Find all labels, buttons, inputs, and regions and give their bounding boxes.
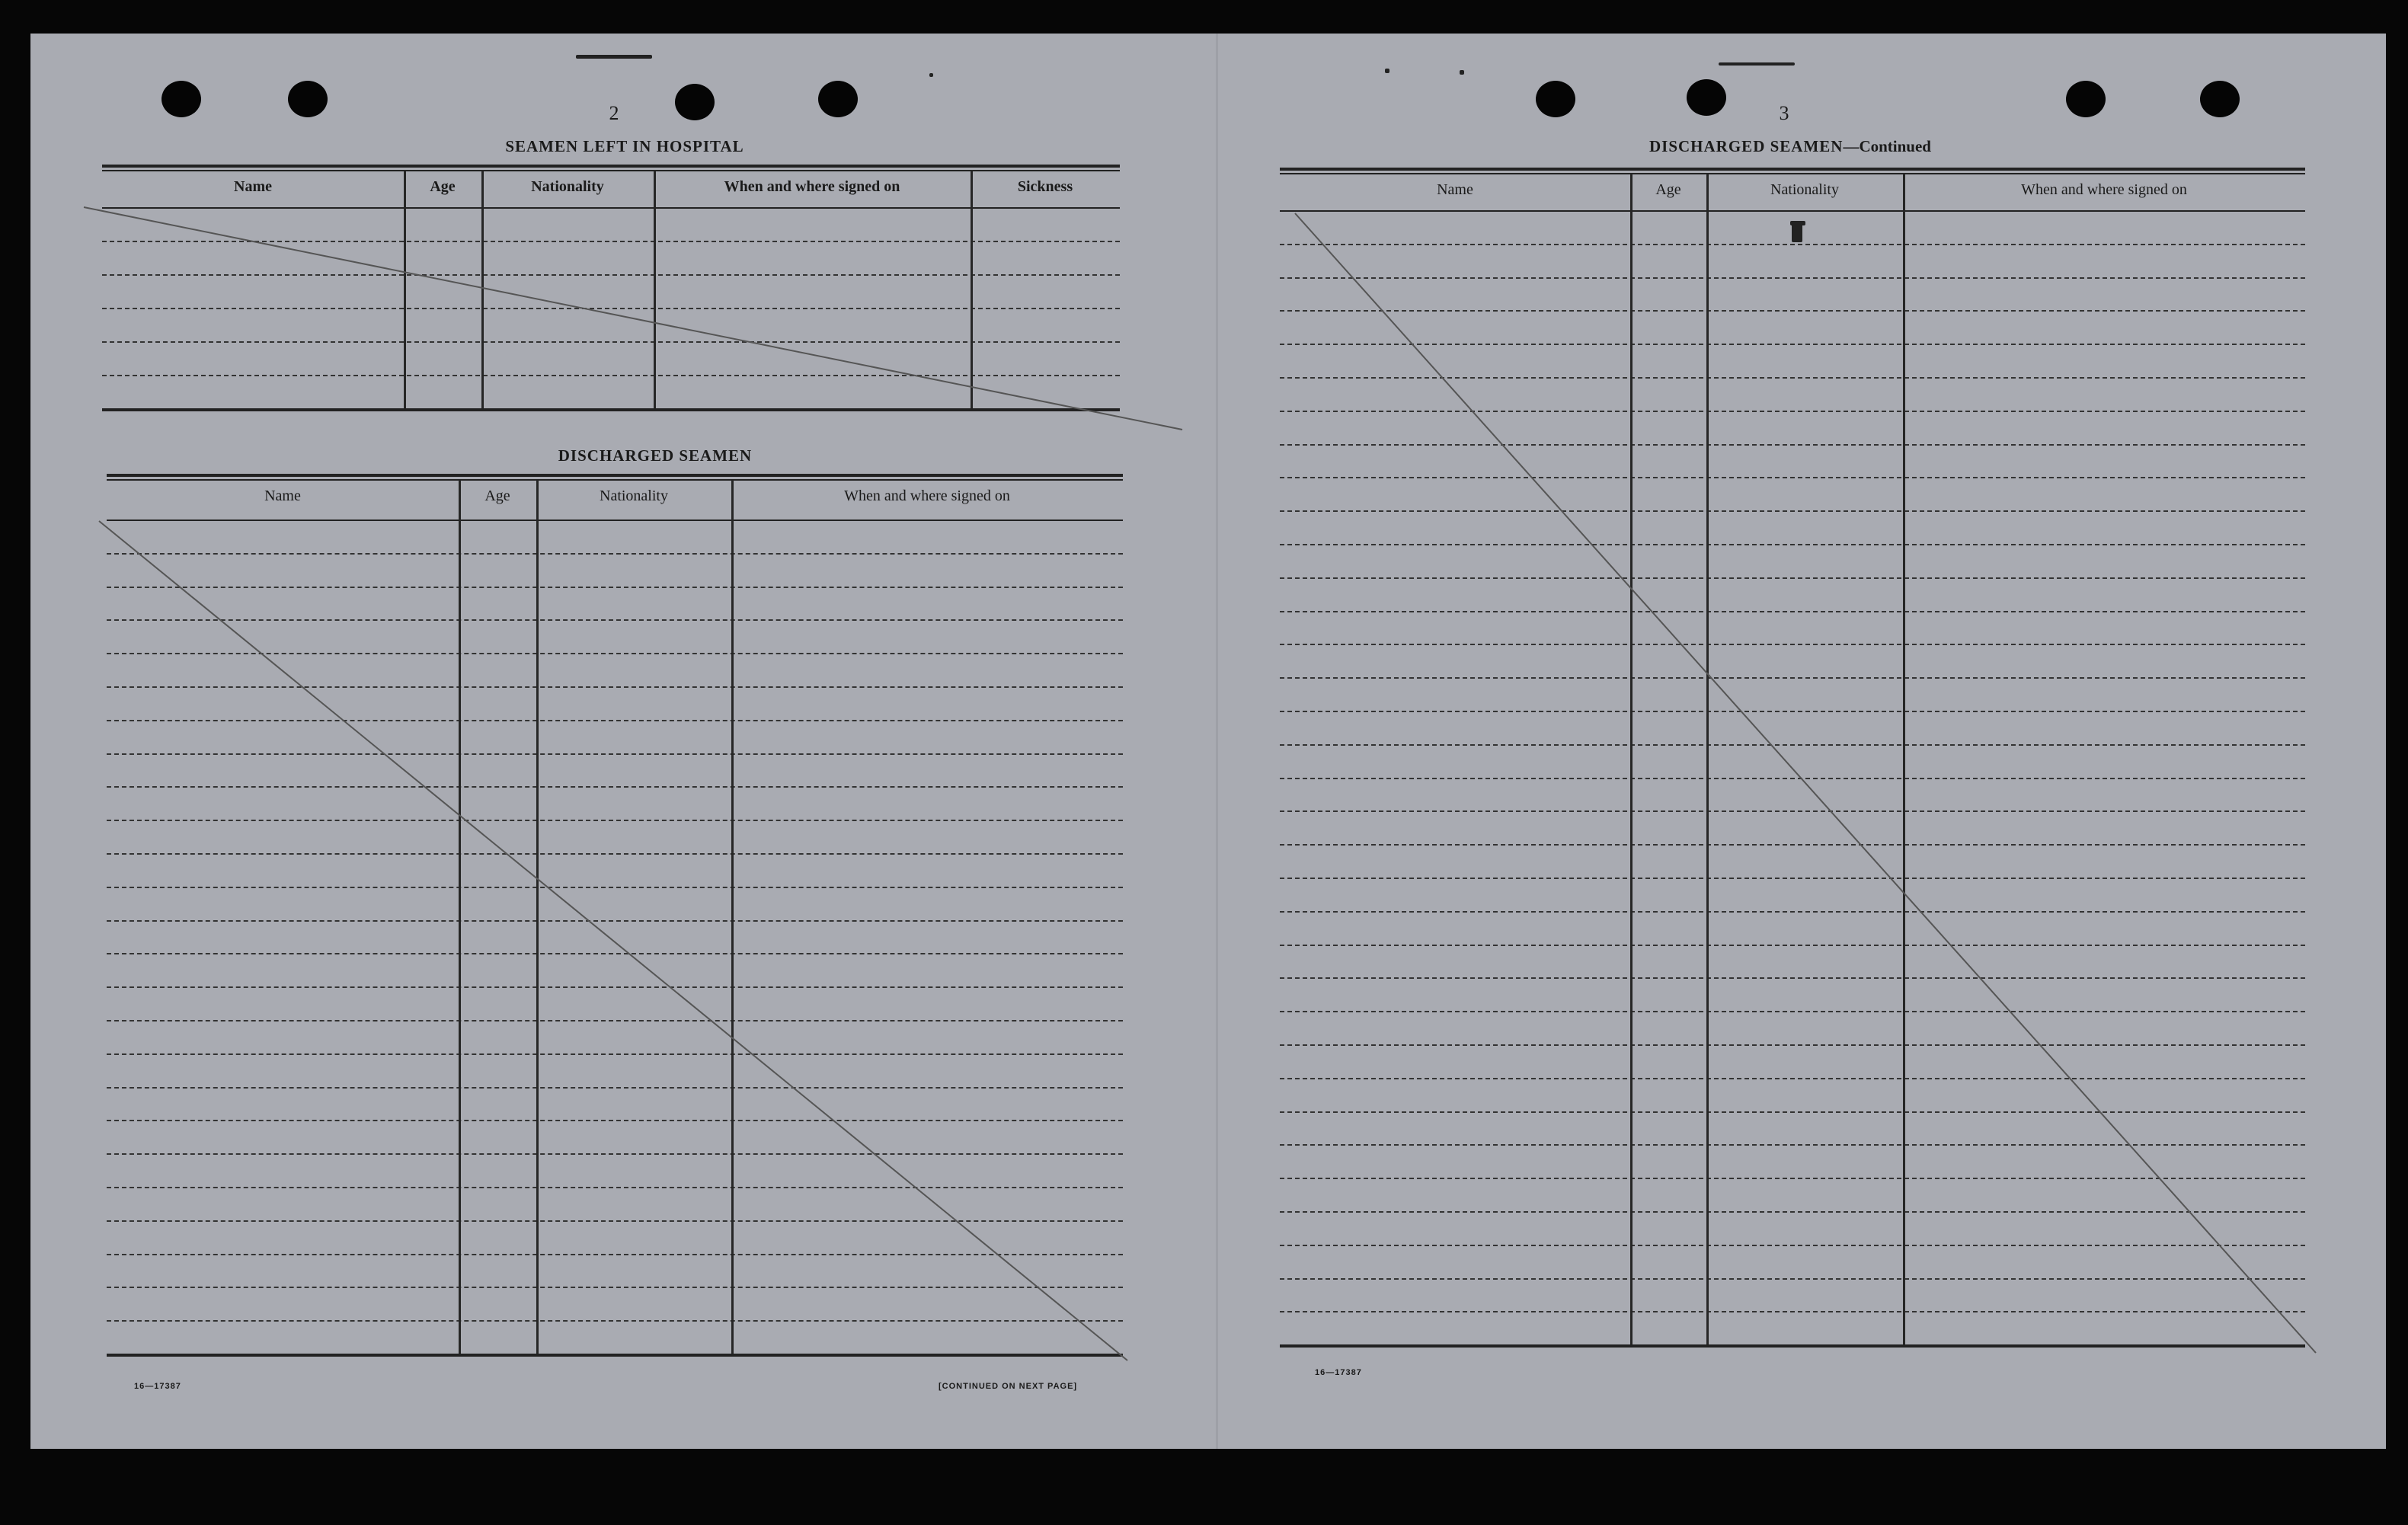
continued-note: [CONTINUED ON NEXT PAGE] bbox=[939, 1382, 1078, 1391]
cancel-stroke bbox=[99, 521, 1127, 1360]
column-header: Name bbox=[234, 178, 272, 195]
section-title-main: DISCHARGED SEAMEN bbox=[1649, 137, 1844, 155]
column-header: When and where signed on bbox=[2021, 181, 2187, 198]
cancel-stroke bbox=[84, 207, 1182, 430]
column-header: Name bbox=[264, 488, 301, 504]
section-title-hospital: SEAMEN LEFT IN HOSPITAL bbox=[505, 137, 744, 155]
column-header: Nationality bbox=[600, 488, 668, 504]
form-number: 16—17387 bbox=[134, 1382, 181, 1391]
page-number: 3 bbox=[1779, 102, 1789, 124]
page-number: 2 bbox=[609, 102, 619, 124]
column-header: When and where signed on bbox=[724, 178, 900, 195]
section-title-discharged: DISCHARGED SEAMEN bbox=[558, 446, 753, 465]
column-header: When and where signed on bbox=[844, 488, 1010, 504]
column-header: Age bbox=[484, 488, 510, 504]
column-header: Nationality bbox=[531, 178, 604, 195]
column-header: Age bbox=[430, 178, 456, 195]
form-number: 16—17387 bbox=[1315, 1368, 1362, 1377]
cancel-stroke bbox=[1295, 213, 2316, 1353]
section-title-suffix: —Continued bbox=[1843, 137, 1931, 155]
column-header: Name bbox=[1437, 181, 1473, 198]
column-header: Age bbox=[1655, 181, 1681, 198]
cancellation-strokes bbox=[30, 34, 2386, 1449]
column-header: Nationality bbox=[1770, 181, 1839, 198]
document-sheet bbox=[30, 34, 2386, 1449]
column-header: Sickness bbox=[1017, 178, 1073, 195]
